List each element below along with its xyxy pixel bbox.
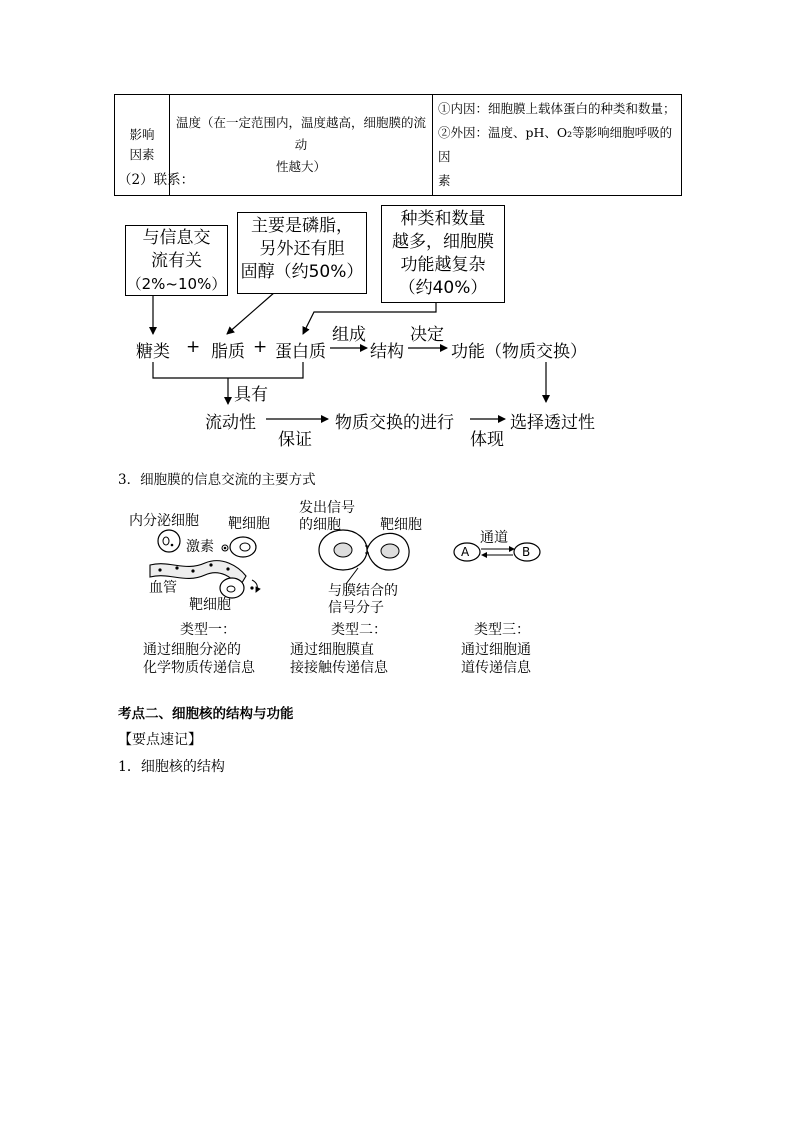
box-line: 越多，细胞膜 [392,232,494,252]
target-cell-icon [220,578,244,598]
type-description: 通过细胞膜直 [290,642,374,658]
structure-label: 结构 [370,342,404,362]
protein-label: 蛋白质 [275,342,326,362]
decide-label: 决定 [410,325,444,345]
type-description: 化学物质传递信息 [143,660,255,676]
cell-a-label: A [461,545,470,559]
type-label: 类型二： [331,622,387,638]
type-label: 类型三： [474,622,530,638]
endocrine-cell-label: 内分泌细胞 [129,513,199,529]
plus-sign: + [186,337,201,357]
type-description: 通过细胞通 [461,642,531,658]
box-line: 流有关 [151,251,202,271]
box-line: （2%~10%） [126,275,227,293]
contact-illustration [319,530,409,584]
target-cell-label: 靶细胞 [189,597,231,613]
box-line: 固醇（约50%） [240,262,364,282]
function-label: 功能（物质交换） [451,342,587,362]
section-point2-heading: 考点二、细胞核的结构与功能 [118,706,294,722]
plus-sign: + [253,337,268,357]
sender-cell-label: 的细胞 [299,517,341,533]
target-cell-icon [230,537,256,557]
type-label: 类型一： [180,622,236,638]
box-line: 功能越复杂 [400,255,486,275]
hormone-label: 激素 [186,539,214,555]
section3-heading: 3．细胞膜的信息交流的主要方式 [118,472,316,488]
target-cell-label: 靶细胞 [228,516,270,532]
permeability-factor-line: 素 [438,173,451,188]
box-line: 另外还有胆 [259,239,345,259]
box-line: （约40%） [398,278,488,298]
vessel-label: 血管 [149,580,177,596]
channel-label: 通道 [480,530,508,546]
signal-molecule-label: 与膜结合的 [328,583,398,599]
fluidity-label: 流动性 [205,413,256,433]
selective-permeability-label: 选择透过性 [510,413,595,433]
box-line: 与信息交 [142,228,211,248]
nucleus-structure-heading: 1．细胞核的结构 [118,759,225,775]
section-link-heading: （2）联系： [118,172,195,188]
exchange-label: 物质交换的进行 [335,413,454,433]
have-label: 具有 [234,385,268,405]
sender-cell-label: 发出信号 [299,500,355,516]
row-label-line: 影响 [129,127,155,142]
cell-b-label: B [522,545,531,559]
row-label-line: 因素 [129,147,155,162]
permeability-factor-line: ②外因：温度、pH、O₂等影响细胞呼吸的因 [438,125,673,164]
type-description: 通过细胞分泌的 [143,642,241,658]
fluidity-factor-line: 温度（在一定范围内，温度越高，细胞膜的流动 [175,115,426,152]
target-cell-label: 靶细胞 [380,517,422,533]
type-description: 道传递信息 [461,660,531,676]
guarantee-label: 保证 [278,430,312,450]
compose-label: 组成 [332,325,366,345]
signal-molecule-label: 信号分子 [328,600,384,616]
type-description: 接接触传递信息 [290,660,388,676]
key-notes-heading: 【要点速记】 [118,732,202,748]
lipid-label: 脂质 [211,342,245,362]
permeability-factor-line: ①内因：细胞膜上载体蛋白的种类和数量； [438,101,676,116]
sugar-label: 糖类 [136,342,170,362]
embody-label: 体现 [470,430,504,450]
fluidity-factor-line: 性越大） [275,159,326,174]
box-line: 主要是磷脂， [251,216,353,236]
box-line: 种类和数量 [400,209,486,229]
